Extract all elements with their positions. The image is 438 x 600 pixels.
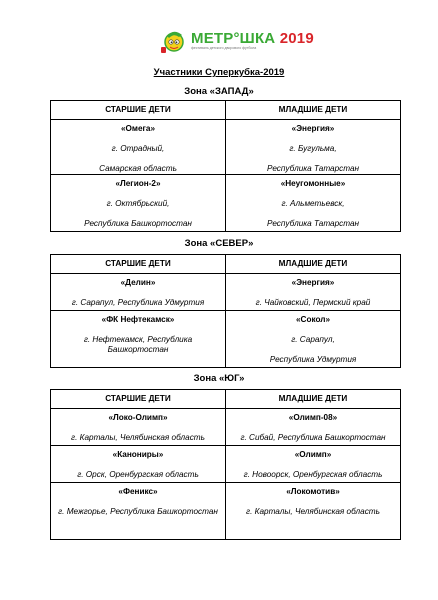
junior-column-header: МЛАДШИЕ ДЕТИ (226, 255, 401, 274)
zone-table (50, 254, 401, 368)
team-location: Республика Татарстан (266, 164, 360, 173)
zone-table (50, 100, 401, 232)
junior-team-cell (226, 311, 401, 368)
team-location: г. Орск, Оренбургская область (77, 470, 199, 479)
team-location: г. Чайковский, Пермский край (255, 298, 371, 307)
junior-team-cell (226, 409, 401, 446)
junior-team-cell (226, 120, 401, 175)
team-name: «Энергия» (291, 278, 335, 287)
team-location: Республика Башкортостан (84, 219, 192, 228)
senior-team-cell (51, 120, 226, 175)
mascot-icon (159, 27, 189, 55)
table-row (51, 120, 401, 175)
senior-team-cell (51, 409, 226, 446)
team-location: г. Нефтекамск, Республика Башкортостан (83, 335, 193, 354)
team-name: «ФК Нефтекамск» (101, 315, 175, 324)
team-name: «Делин» (120, 278, 156, 287)
senior-column-header: СТАРШИЕ ДЕТИ (51, 390, 226, 409)
team-name: «Олимп-08» (288, 413, 338, 422)
team-location: г. Бугульма, (289, 144, 337, 153)
team-location: г. Карталы, Челябинская область (246, 507, 380, 516)
team-name: «Локомотив» (286, 487, 340, 496)
senior-column-header: СТАРШИЕ ДЕТИ (51, 255, 226, 274)
team-location: г. Отрадный, (111, 144, 165, 153)
team-name: «Локо-Олимп» (108, 413, 168, 422)
table-row (51, 483, 401, 540)
zone-title: Зона «СЕВЕР» (184, 238, 254, 249)
table-header-row (51, 255, 401, 274)
zone-title: Зона «ЮГ» (193, 373, 245, 384)
junior-team-cell (226, 274, 401, 311)
table-row (51, 446, 401, 483)
team-name: «Омега» (120, 124, 156, 133)
senior-team-cell (51, 311, 226, 368)
zone-table (50, 389, 401, 540)
logo-tagline: фестиваль детского дворового футбола (191, 46, 257, 50)
team-name: «Олимп» (294, 450, 332, 459)
team-location: г. Межгорье, Республика Башкортостан (58, 507, 218, 516)
table-row (51, 274, 401, 311)
junior-column-header: МЛАДШИЕ ДЕТИ (226, 390, 401, 409)
team-location: Республика Татарстан (266, 219, 360, 228)
junior-team-cell (226, 175, 401, 232)
team-location: г. Альметьевск, (281, 199, 345, 208)
document-title: Участники Суперкубка-2019 (153, 67, 285, 78)
team-name: «Сокол» (295, 315, 330, 324)
team-location: г. Новоорск, Оренбургская область (243, 470, 383, 479)
junior-team-cell (226, 446, 401, 483)
team-location: г. Карталы, Челябинская область (71, 433, 205, 442)
team-location: Самарская область (99, 164, 177, 173)
table-row (51, 311, 401, 368)
senior-team-cell (51, 483, 226, 540)
table-row (51, 175, 401, 232)
team-name: «Энергия» (291, 124, 335, 133)
team-location: г. Сарапул, Республика Удмуртия (71, 298, 205, 307)
zone-title: Зона «ЗАПАД» (184, 86, 254, 97)
senior-team-cell (51, 446, 226, 483)
table-header-row (51, 390, 401, 409)
team-name: «Неугомонные» (280, 179, 346, 188)
junior-column-header: МЛАДШИЕ ДЕТИ (226, 101, 401, 120)
team-location: г. Сарапул, (291, 335, 335, 344)
senior-column-header: СТАРШИЕ ДЕТИ (51, 101, 226, 120)
table-row (51, 409, 401, 446)
senior-team-cell (51, 274, 226, 311)
logo-wordmark: МЕТР°ШКА 2019 (191, 30, 314, 47)
senior-team-cell (51, 175, 226, 232)
team-location: Республика Удмуртия (269, 355, 357, 364)
festival-logo (159, 27, 314, 55)
team-name: «Легион-2» (115, 179, 161, 188)
team-name: «Феникс» (118, 487, 158, 496)
team-location: г. Сибай, Республика Башкортостан (240, 433, 386, 442)
team-location: г. Октябрьский, (106, 199, 170, 208)
junior-team-cell (226, 483, 401, 540)
team-name: «Канониры» (112, 450, 164, 459)
table-header-row (51, 101, 401, 120)
